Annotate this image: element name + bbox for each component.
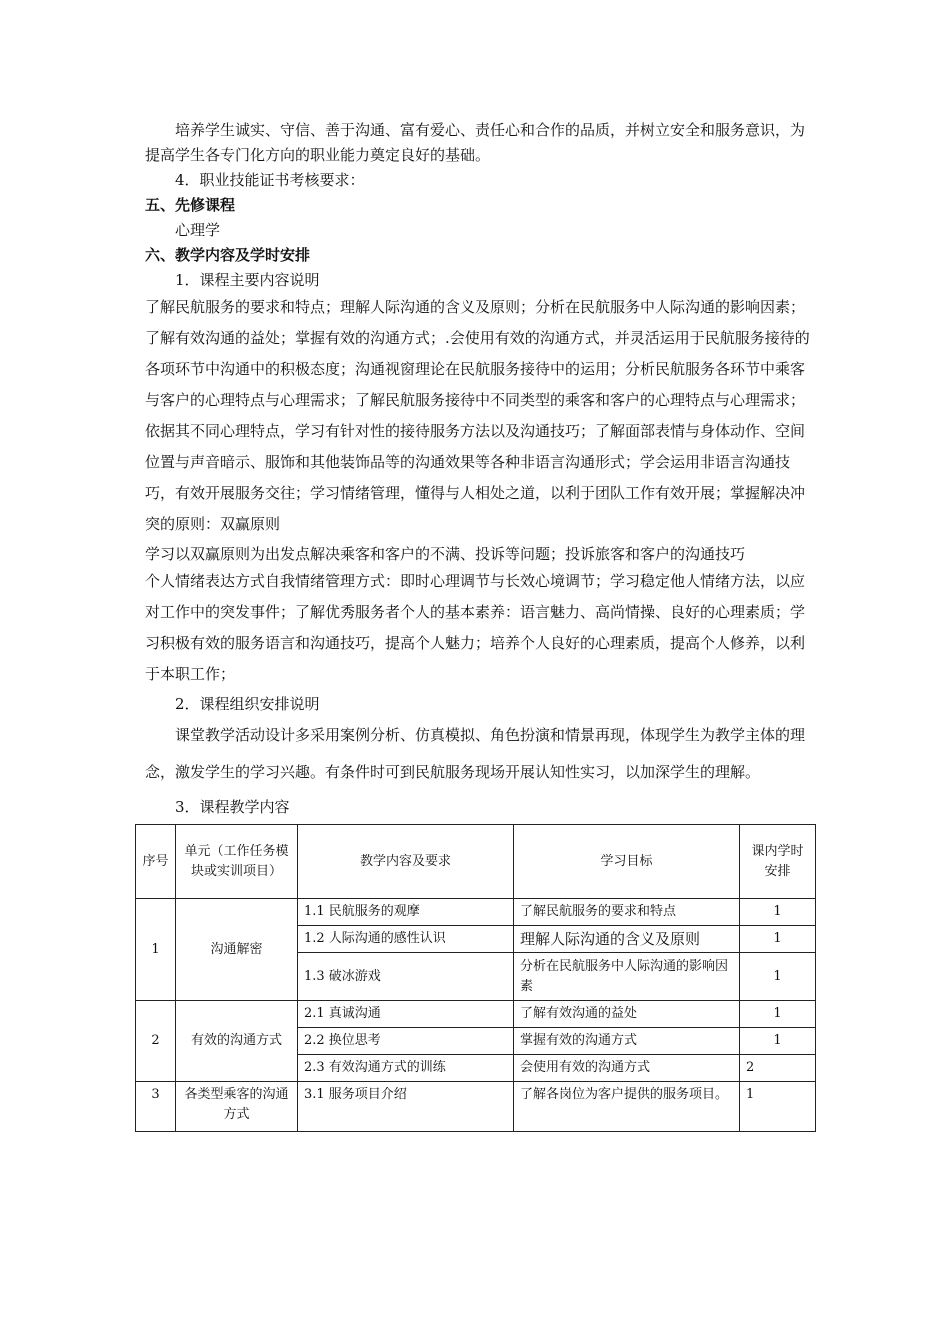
table-row — [136, 899, 816, 926]
body-paragraph-2: 学习以双赢原则为出发点解决乘客和客户的不满、投诉等问题；投诉旅客和客户的沟通技巧 — [145, 545, 746, 563]
unit-no: 1 — [136, 899, 176, 1001]
header-unit: 单元（工作任务模块或实训项目） — [176, 825, 298, 899]
hours-cell: 1 — [740, 899, 816, 926]
hours-cell: 1 — [740, 1082, 816, 1132]
content-cell: 3.1 服务项目介绍 — [298, 1082, 514, 1132]
goal-cell: 了解有效沟通的益处 — [514, 1001, 740, 1028]
item-4: 4．职业技能证书考核要求： — [175, 171, 365, 189]
document-page — [142, 118, 813, 1132]
subsection-2-title: 2．课程组织安排说明 — [175, 695, 320, 713]
content-cell: 2.1 真诚沟通 — [298, 1001, 514, 1028]
unit-name: 各类型乘客的沟通方式 — [176, 1082, 298, 1132]
subsection-1-title: 1．课程主要内容说明 — [175, 271, 320, 289]
subsection-3-title: 3．课程教学内容 — [175, 798, 290, 816]
goal-cell: 掌握有效的沟通方式 — [514, 1028, 740, 1055]
header-content: 教学内容及要求 — [298, 825, 514, 899]
section6-heading: 六、教学内容及学时安排 — [145, 246, 311, 264]
goal-cell: 理解人际沟通的含义及原则 — [514, 926, 740, 953]
content-cell: 1.3 破冰游戏 — [298, 953, 514, 1001]
hours-cell: 2 — [740, 1055, 816, 1082]
hours-cell: 1 — [740, 1001, 816, 1028]
body-paragraph-1: 了解民航服务的要求和特点；理解人际沟通的含义及原则；分析在民航服务中人际沟通的影响因素；了解有效沟通的益处；掌握有效的沟通方式；.会使用有效的沟通方式，并灵活运用于民航服务接待的各项环节中沟通中的积极态度；沟通视窗理论在民航服务接待中的运用；分析民航服务各环节中乘客与客户的心理特点与心理需求；了解民航服务接待中不同类型的乘客和客户的心理特点与心理需求；依据其不同心理特点，学习有针对性的接待服务方法以及沟通技巧；了解面部表情与身体动作、空间位置与声音暗示、服饰和其他装饰品等的沟通效果等各种非语言沟通形式；学会运用非语言沟通技巧，有效开展服务交往；学习情绪管理，懂得与人相处之道，以利于团队工作有效开展；掌握解决冲突的原则：双赢原则 — [145, 298, 810, 533]
unit-no: 2 — [136, 1001, 176, 1082]
goal-cell: 分析在民航服务中人际沟通的影响因素 — [514, 953, 740, 1001]
header-no: 序号 — [136, 825, 176, 899]
content-cell: 1.1 民航服务的观摩 — [298, 899, 514, 926]
content-cell: 2.2 换位思考 — [298, 1028, 514, 1055]
goal-cell: 会使用有效的沟通方式 — [514, 1055, 740, 1082]
table-row — [136, 1001, 816, 1028]
table-row — [136, 1082, 816, 1132]
unit-name: 沟通解密 — [176, 899, 298, 1001]
unit-no: 3 — [136, 1082, 176, 1132]
content-cell: 1.2 人际沟通的感性认识 — [298, 926, 514, 953]
body-paragraph-3: 个人情绪表达方式自我情绪管理方式：即时心理调节与长效心境调节；学习稳定他人情绪方法，以应对工作中的突发事件；了解优秀服务者个人的基本素养：语言魅力、高尚情操、良好的心理素质；学习积极有效的服务语言和沟通技巧，提高个人魅力；培养个人良好的心理素质，提高个人修养，以利于本职工作； — [145, 572, 806, 683]
goal-cell: 了解各岗位为客户提供的服务项目。 — [514, 1082, 740, 1132]
content-cell: 2.3 有效沟通方式的训练 — [298, 1055, 514, 1082]
header-hours: 课内学时安排 — [740, 825, 816, 899]
unit-name: 有效的沟通方式 — [176, 1001, 298, 1082]
body-paragraph-4: 课堂教学活动设计多采用案例分析、仿真模拟、角色扮演和情景再现，体现学生为教学主体的理念，激发学生的学习兴趣。有条件时可到民航服务现场开展认知性实习，以加深学生的理解。 — [145, 726, 806, 781]
course-content-table — [135, 824, 816, 1132]
section5-heading: 五、先修课程 — [145, 196, 236, 214]
section5-content: 心理学 — [175, 221, 221, 239]
hours-cell: 1 — [740, 953, 816, 1001]
intro-paragraph: 培养学生诚实、守信、善于沟通、富有爱心、责任心和合作的品质，并树立安全和服务意识，为提高学生各专门化方向的职业能力奠定良好的基础。 — [145, 121, 806, 164]
goal-cell: 了解民航服务的要求和特点 — [514, 899, 740, 926]
hours-cell: 1 — [740, 1028, 816, 1055]
header-goal: 学习目标 — [514, 825, 740, 899]
table-header-row — [136, 825, 816, 899]
hours-cell: 1 — [740, 926, 816, 953]
